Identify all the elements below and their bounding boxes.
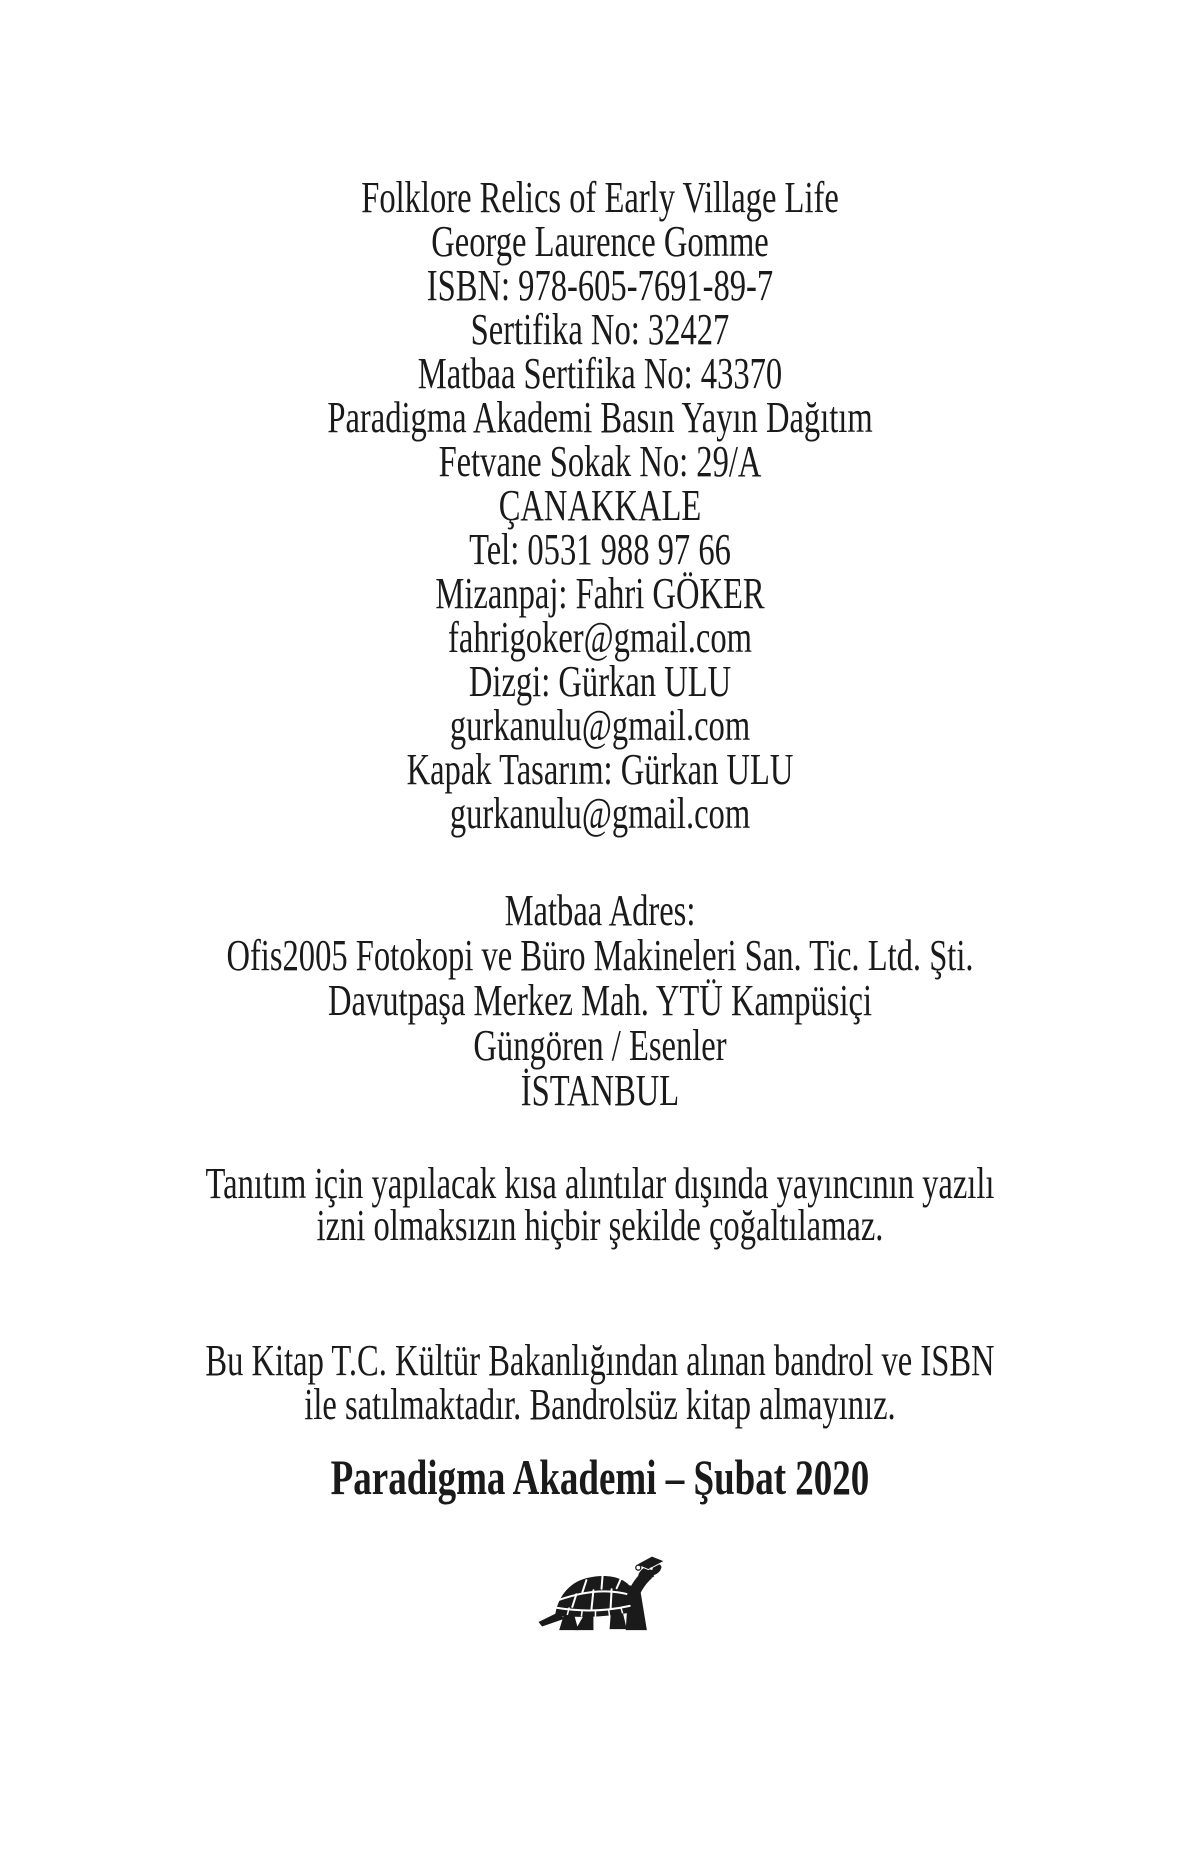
cover-design-email: gurkanulu@gmail.com xyxy=(449,789,751,838)
publisher-logo xyxy=(537,1556,663,1632)
copyright-notice-line-1: Tanıtım için yapılacak kısa alıntılar dışında yayıncının yazılı xyxy=(205,1159,995,1208)
bandrol-notice-line-1: Bu Kitap T.C. Kültür Bakanlığından alınan bandrol ve ISBN xyxy=(205,1336,995,1385)
printer-street: Davutpaşa Merkez Mah. YTÜ Kampüsiçi xyxy=(327,976,873,1025)
printer-district: Güngören / Esenler xyxy=(473,1021,727,1070)
publisher-street: Fetvane Sokak No: 29/A xyxy=(438,437,762,486)
imprint-block xyxy=(156,1450,1044,1504)
certificate-no: Sertifika No: 32427 xyxy=(470,305,730,354)
bandrol-notice-line-2: ile satılmaktadır. Bandrolsüz kitap almayınız. xyxy=(304,1380,896,1429)
imprint-line: Paradigma Akademi – Şubat 2020 xyxy=(330,1449,870,1505)
cap-tassel xyxy=(636,1565,641,1570)
publisher-name: Paradigma Akademi Basın Yayın Dağıtım xyxy=(327,393,873,442)
layout-credit: Mizanpaj: Fahri GÖKER xyxy=(435,569,765,618)
printer-address-block xyxy=(156,888,1044,1113)
publisher-city: ÇANAKKALE xyxy=(498,481,702,530)
tortoise-graduation-cap-icon xyxy=(537,1556,663,1632)
isbn-line: ISBN: 978-605-7691-89-7 xyxy=(426,261,774,310)
printer-company: Ofis2005 Fotokopi ve Büro Makineleri San. Tic. Ltd. Şti. xyxy=(226,931,974,980)
publisher-info-block xyxy=(156,173,1044,838)
printing-certificate-no: Matbaa Sertifika No: 43370 xyxy=(417,349,783,398)
publisher-phone: Tel: 0531 988 97 66 xyxy=(469,525,731,574)
printer-city: İSTANBUL xyxy=(520,1066,680,1115)
copyright-notice-block xyxy=(156,1159,1044,1250)
cover-design-credit: Kapak Tasarım: Gürkan ULU xyxy=(406,745,794,794)
bandrol-notice-block xyxy=(156,1336,1044,1429)
typesetting-email: gurkanulu@gmail.com xyxy=(449,701,751,750)
layout-email: fahrigoker@gmail.com xyxy=(448,613,752,662)
copyright-notice-line-2: izni olmaksızın hiçbir şekilde çoğaltılamaz. xyxy=(316,1201,884,1250)
book-title: Folklore Relics of Early Village Life xyxy=(361,173,839,222)
author-name: George Laurence Gomme xyxy=(431,217,769,266)
typesetting-credit: Dizgi: Gürkan ULU xyxy=(468,657,732,706)
printer-address-heading: Matbaa Adres: xyxy=(504,886,696,935)
tortoise-eye xyxy=(650,1567,653,1570)
